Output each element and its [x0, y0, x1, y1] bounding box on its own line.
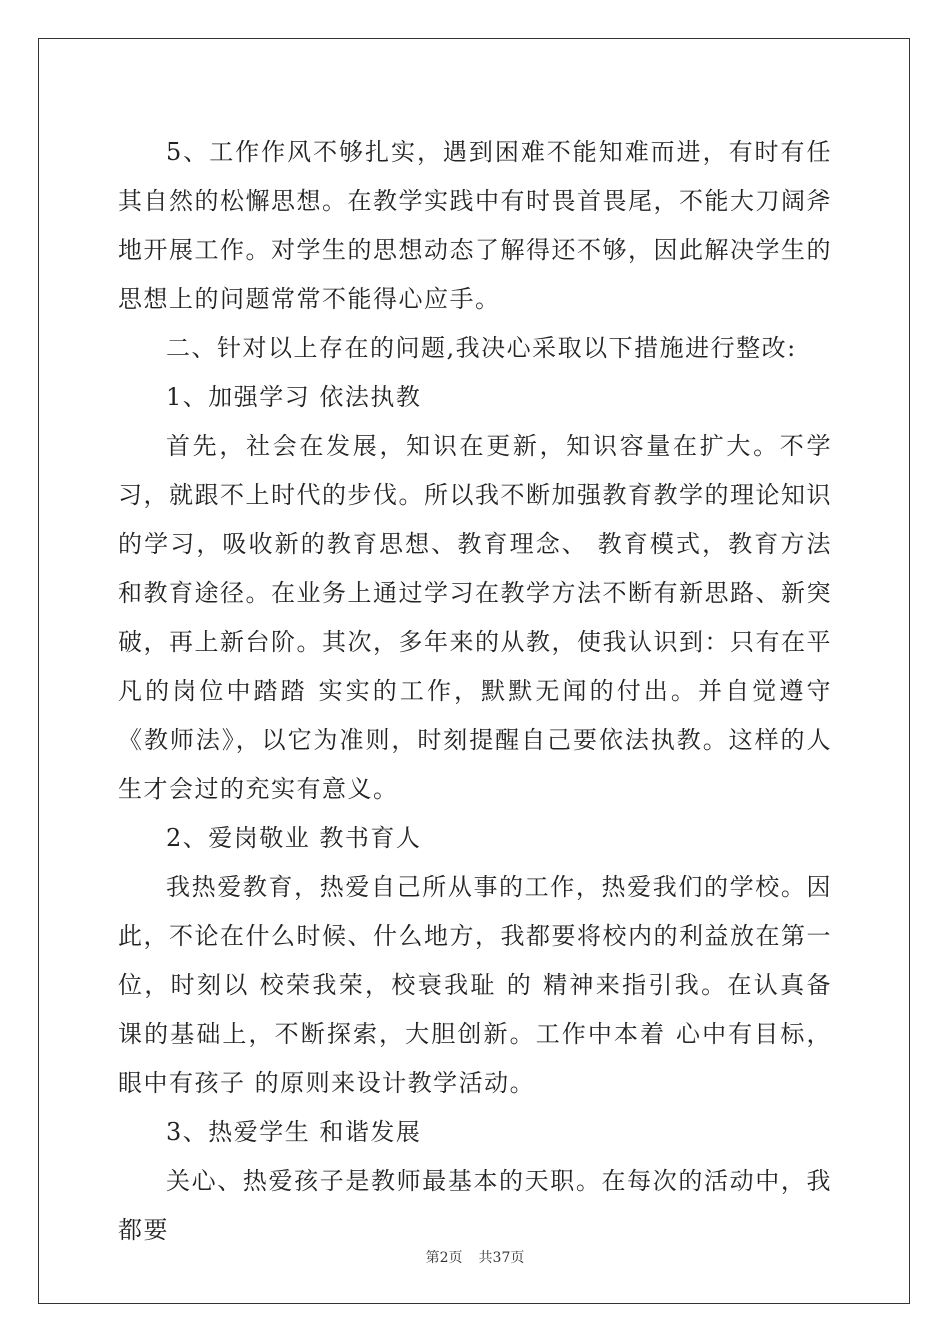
page-footer: [0, 1247, 950, 1267]
page-total: 共37页: [478, 1250, 525, 1266]
paragraph-work-style: 5、工作作风不够扎实，遇到困难不能知难而进，有时有任其自然的松懈思想。在教学实践中有时畏首畏尾，不能大刀阔斧地开展工作。对学生的思想动态了解得还不够，因此解决学生的思想上的问题常常不能得心应手。: [118, 138, 832, 313]
heading-rectification-measures: 二、针对以上存在的问题,我决心采取以下措施进行整改:: [166, 334, 797, 362]
paragraph-care-children: 关心、热爱孩子是教师最基本的天职。在每次的活动中，我都要: [118, 1167, 832, 1244]
heading-love-students: 3、热爱学生 和谐发展: [166, 1118, 422, 1146]
paragraph-love-education: 我热爱教育，热爱自己所从事的工作，热爱我们的学校。因此，不论在什么时候、什么地方，我都要将校内的利益放在第一位，时刻以 校荣我荣，校衰我耻 的 精神来指引我。在认真备课的基础上，不断探索，大胆创新。工作中本着 心中有目标，眼中有孩子 的原则来设计教学活动。: [118, 873, 832, 1097]
document-body: [118, 128, 832, 1255]
heading-love-job: 2、爱岗敬业 教书育人: [166, 824, 422, 852]
page-number: 第2页: [425, 1250, 463, 1266]
heading-strengthen-learning: 1、加强学习 依法执教: [166, 383, 422, 411]
paragraph-learning: 首先，社会在发展，知识在更新，知识容量在扩大。不学习，就跟不上时代的步伐。所以我不断加强教育教学的理论知识的学习，吸收新的教育思想、教育理念、 教育模式，教育方法和教育途径。在业务上通过学习在教学方法不断有新思路、新突破，再上新台阶。其次，多年来的从教，使我认识到：只有在平凡的岗位中踏踏 实实的工作，默默无闻的付出。并自觉遵守《教师法》，以它为准则，时刻提醒自己要依法执教。这样的人生才会过的充实有意义。: [118, 432, 832, 803]
